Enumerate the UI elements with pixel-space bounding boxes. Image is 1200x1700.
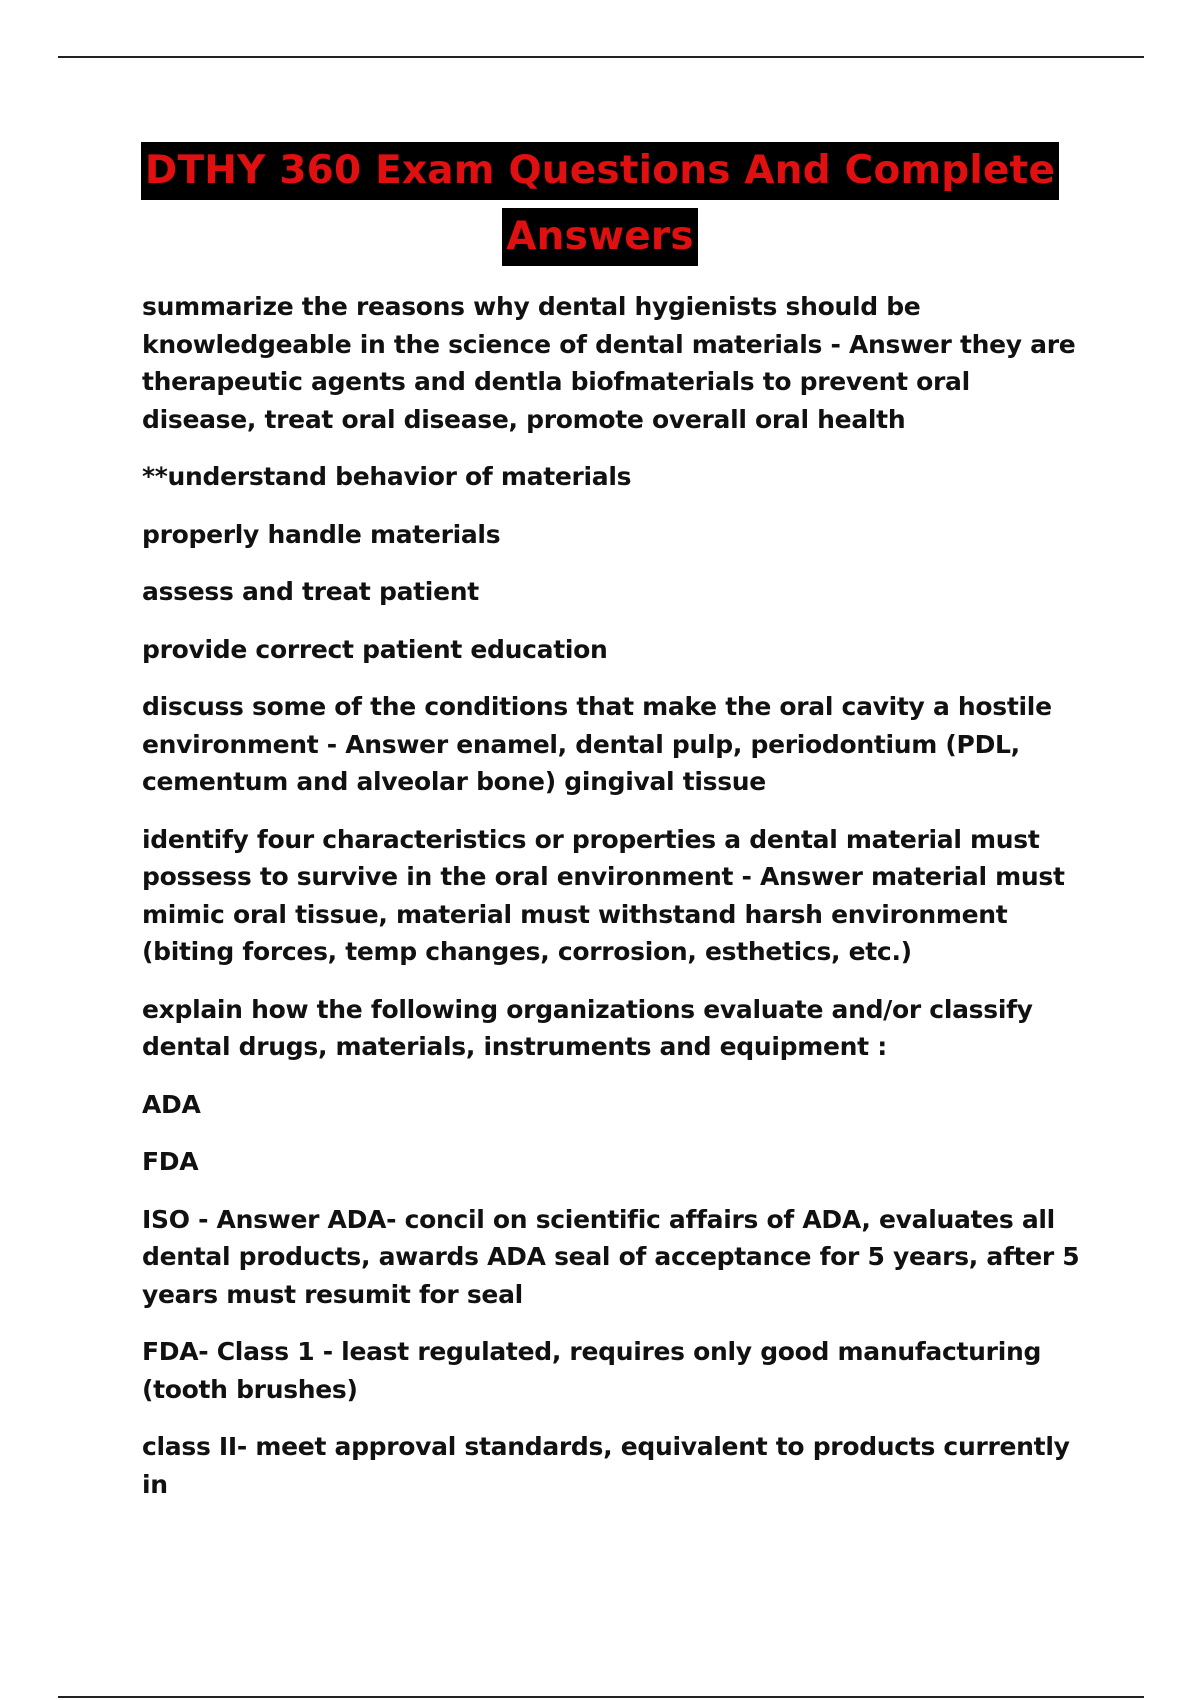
top-rule — [58, 56, 1144, 58]
paragraph-fda-class-1: FDA- Class 1 - least regulated, requires only good manufacturing (tooth brushes) — [142, 1337, 1042, 1404]
paragraph-ada: ADA — [142, 1089, 201, 1119]
paragraph-hostile-environment: discuss some of the conditions that make the oral cavity a hostile environment - Answer enamel, dental pulp, periodontium (PDL, cementum and alveolar bone) gingival tissue — [142, 692, 1052, 796]
paragraph-iso-answer: ISO - Answer ADA- concil on scientific affairs of ADA, evaluates all dental products, awards ADA seal of acceptance for 5 years, after 5 years must resumit for seal — [142, 1204, 1080, 1309]
bottom-rule — [58, 1696, 1144, 1698]
paragraph-fda: FDA — [142, 1147, 199, 1176]
paragraph-handle-materials: properly handle materials — [142, 519, 501, 549]
document-title — [0, 142, 1200, 266]
paragraph-organizations: explain how the following organizations evaluate and/or classify dental drugs, materials, instruments and equipment : — [142, 994, 1033, 1061]
paragraph-patient-education: provide correct patient education — [142, 634, 608, 664]
title-line-2: Answers — [502, 208, 698, 266]
paragraph-reasons: summarize the reasons why dental hygienists should be knowledgeable in the science of dental materials - Answer they are therapeutic agents and dentla biofmaterials to prevent oral disease, treat oral disease, promote overall oral health — [142, 292, 1076, 434]
paragraph-understand-behavior: **understand behavior of materials — [142, 462, 632, 491]
document-body — [142, 288, 1092, 1523]
paragraph-class-2: class II- meet approval standards, equivalent to products currently in — [142, 1432, 1070, 1499]
paragraph-four-characteristics: identify four characteristics or properties a dental material must possess to survive in the oral environment - Answer material must mimic oral tissue, material must withstand harsh environment (biting forces, temp changes, corrosion, esthetics, etc.) — [142, 824, 1065, 966]
title-line-1: DTHY 360 Exam Questions And Complete — [141, 142, 1059, 200]
paragraph-assess-treat: assess and treat patient — [142, 577, 479, 606]
